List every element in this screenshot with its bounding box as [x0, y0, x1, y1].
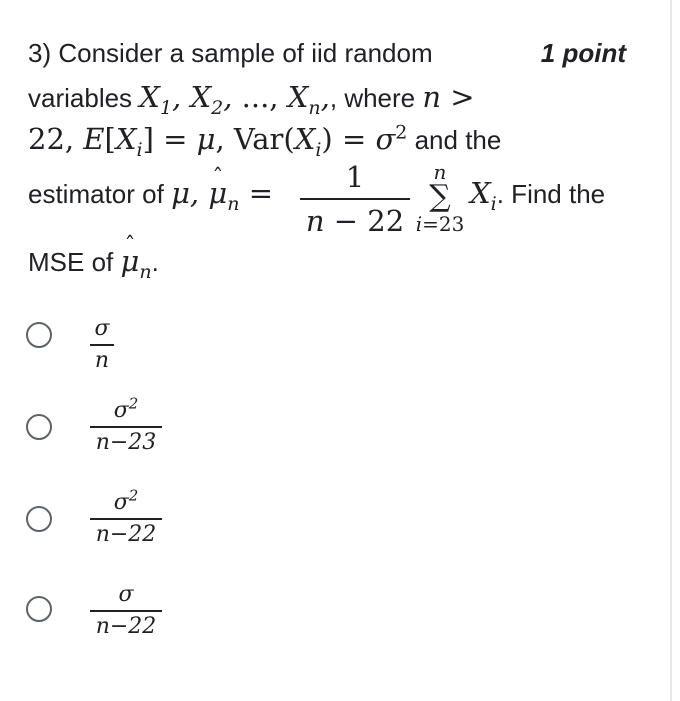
math-mu-hat: ˆ $\mu_n$ [120, 244, 151, 278]
math-fraction: 1 n − 22 [300, 160, 410, 238]
question-line-5: MSE of ˆ $\mu_n$. [28, 244, 159, 278]
math-n-greater: n > [422, 80, 475, 114]
question-line-2: variables $X_1$, $X_2$, ..., $X_n$,, where n > [28, 80, 475, 119]
option-3-fraction: $\sigma^2$ n−22 [90, 490, 162, 547]
math-summation: n ∑ i=23 [415, 160, 465, 236]
math-mu: μ, ˆ $\mu_n$ = [171, 176, 273, 210]
option-1[interactable] [24, 308, 324, 378]
points-label: 1 point [540, 38, 626, 68]
option-3[interactable] [24, 486, 324, 562]
question-line-4-right: $X_i$. Find the [470, 176, 606, 215]
option-2-fraction: $\sigma^2$ n−23 [90, 398, 162, 455]
math-variables: $X_1$, $X_2$, ..., $X_n$, [139, 80, 330, 119]
question-number-text: 3) Consider a sample of iid random [28, 38, 433, 68]
option-2[interactable] [24, 394, 324, 468]
option-1-fraction: σ n [90, 316, 114, 373]
radio-button-4[interactable] [26, 596, 52, 622]
radio-button-3[interactable] [26, 506, 52, 532]
option-4-fraction: σ n−22 [90, 582, 162, 639]
radio-button-2[interactable] [26, 414, 52, 440]
option-4[interactable] [24, 584, 324, 654]
radio-button-1[interactable] [26, 322, 52, 348]
question-line-3: 22, $E[X_i] = \mu$, $Var(X_i) = \sigma^2$ and the [28, 121, 502, 161]
math-expectation: 22, $E[X_i] = \mu$, $Var(X_i) = \sigma^2$ [28, 121, 408, 161]
question-line-4-left: estimator of μ, ˆ $\mu_n$ = [28, 176, 273, 210]
question-line-1 [28, 38, 433, 69]
